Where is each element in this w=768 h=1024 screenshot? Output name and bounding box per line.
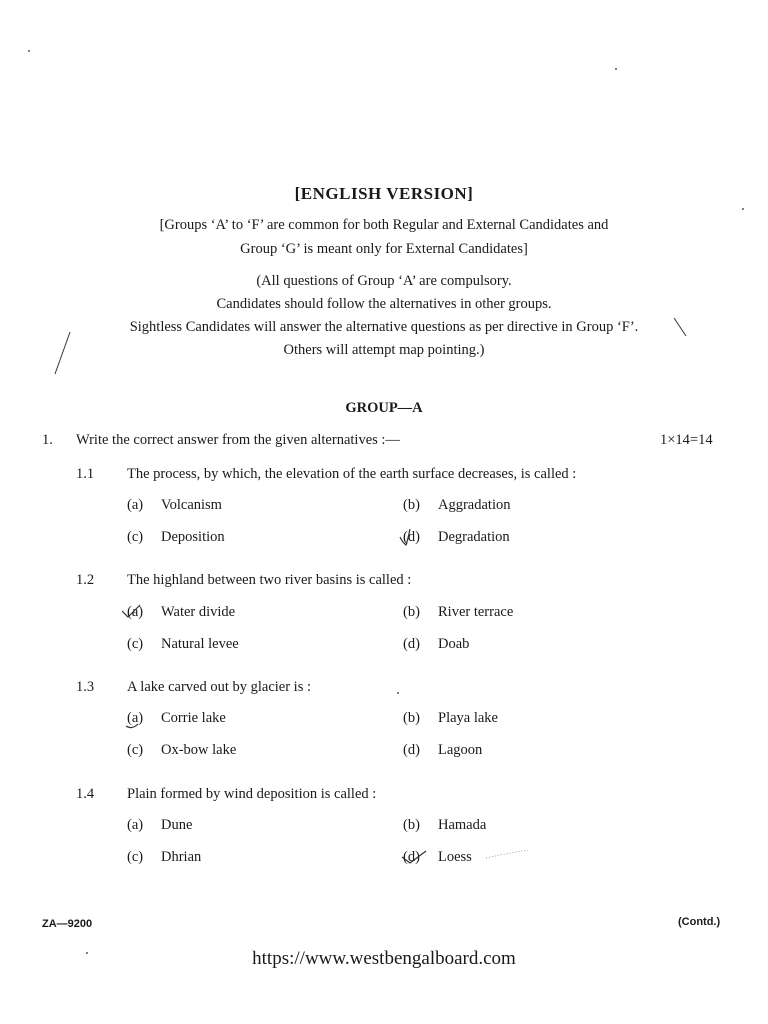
answer-tick-mark [400, 847, 430, 867]
instructions-line-1: (All questions of Group ‘A’ are compulsory. [256, 273, 512, 289]
question-marks: 1×14=14 [660, 432, 713, 448]
option-label: (a) [127, 817, 144, 833]
scan-speck [397, 692, 399, 694]
option-label: (a) [127, 710, 144, 726]
subquestion-text: The highland between two river basins is called : [127, 572, 412, 588]
instructions-line-3: Sightless Candidates will answer the alternative questions as per directive in Group ‘F’. [129, 319, 639, 335]
option-label: (c) [127, 742, 144, 758]
subquestion-text: The process, by which, the elevation of the earth surface decreases, is called : [127, 466, 577, 482]
option-text: River terrace [438, 604, 514, 620]
option-text: Loess [438, 849, 472, 865]
scan-speck [28, 50, 30, 52]
option-label: (d) [403, 529, 420, 545]
option-text: Degradation [438, 529, 510, 545]
option-label: (b) [403, 497, 420, 513]
option-text: Deposition [161, 529, 225, 545]
option-text: Aggradation [438, 497, 511, 513]
option-text: Lagoon [438, 742, 483, 758]
question-text: Write the correct answer from the given alternatives :— [76, 432, 400, 448]
instructions-line-2: Candidates should follow the alternatives in other groups. [216, 296, 552, 312]
option-label: (d) [403, 742, 420, 758]
scan-noise-mark [484, 848, 530, 862]
answer-tick-mark [124, 708, 140, 730]
option-text: Hamada [438, 817, 487, 833]
option-text: Water divide [161, 604, 236, 620]
group-heading: GROUP—A [345, 400, 423, 416]
option-text: Dune [161, 817, 193, 833]
subquestion-number: 1.2 [76, 572, 95, 588]
subquestion-text: Plain formed by wind deposition is called : [127, 786, 377, 802]
subquestion-text: A lake carved out by glacier is : [127, 679, 312, 695]
option-label: (b) [403, 604, 420, 620]
option-label: (b) [403, 817, 420, 833]
option-text: Natural levee [161, 636, 239, 652]
subquestion-number: 1.3 [76, 679, 95, 695]
option-label: (c) [127, 636, 144, 652]
continued-note: (Contd.) [678, 916, 721, 928]
option-label: (d) [403, 636, 420, 652]
subquestion-number: 1.1 [76, 466, 95, 482]
pen-stroke-mark [672, 316, 692, 338]
option-text: Volcanism [161, 497, 222, 513]
answer-tick-mark [398, 527, 412, 547]
option-text: Doab [438, 636, 470, 652]
pen-stroke-mark [52, 330, 72, 376]
answer-tick-mark [120, 603, 142, 621]
option-text: Corrie lake [161, 710, 226, 726]
option-label: (b) [403, 710, 420, 726]
option-label: (a) [127, 604, 144, 620]
groups-note-line-2: Group ‘G’ is meant only for External Candidates] [240, 241, 528, 257]
option-label: (d) [403, 849, 420, 865]
option-text: Dhrian [161, 849, 202, 865]
paper-code: ZA—9200 [42, 918, 93, 930]
option-label: (c) [127, 529, 144, 545]
scan-speck [742, 208, 744, 210]
option-text: Ox-bow lake [161, 742, 237, 758]
website-url: https://www.westbengalboard.com [252, 948, 516, 969]
question-number: 1. [42, 432, 53, 448]
option-label: (c) [127, 849, 144, 865]
groups-note-line-1: [Groups ‘A’ to ‘F’ are common for both Regular and External Candidates and [159, 217, 609, 233]
subquestion-number: 1.4 [76, 786, 95, 802]
scan-speck [615, 68, 617, 70]
option-label: (a) [127, 497, 144, 513]
page-title: [ENGLISH VERSION] [294, 184, 474, 203]
instructions-line-4: Others will attempt map pointing.) [283, 342, 485, 358]
option-text: Playa lake [438, 710, 498, 726]
